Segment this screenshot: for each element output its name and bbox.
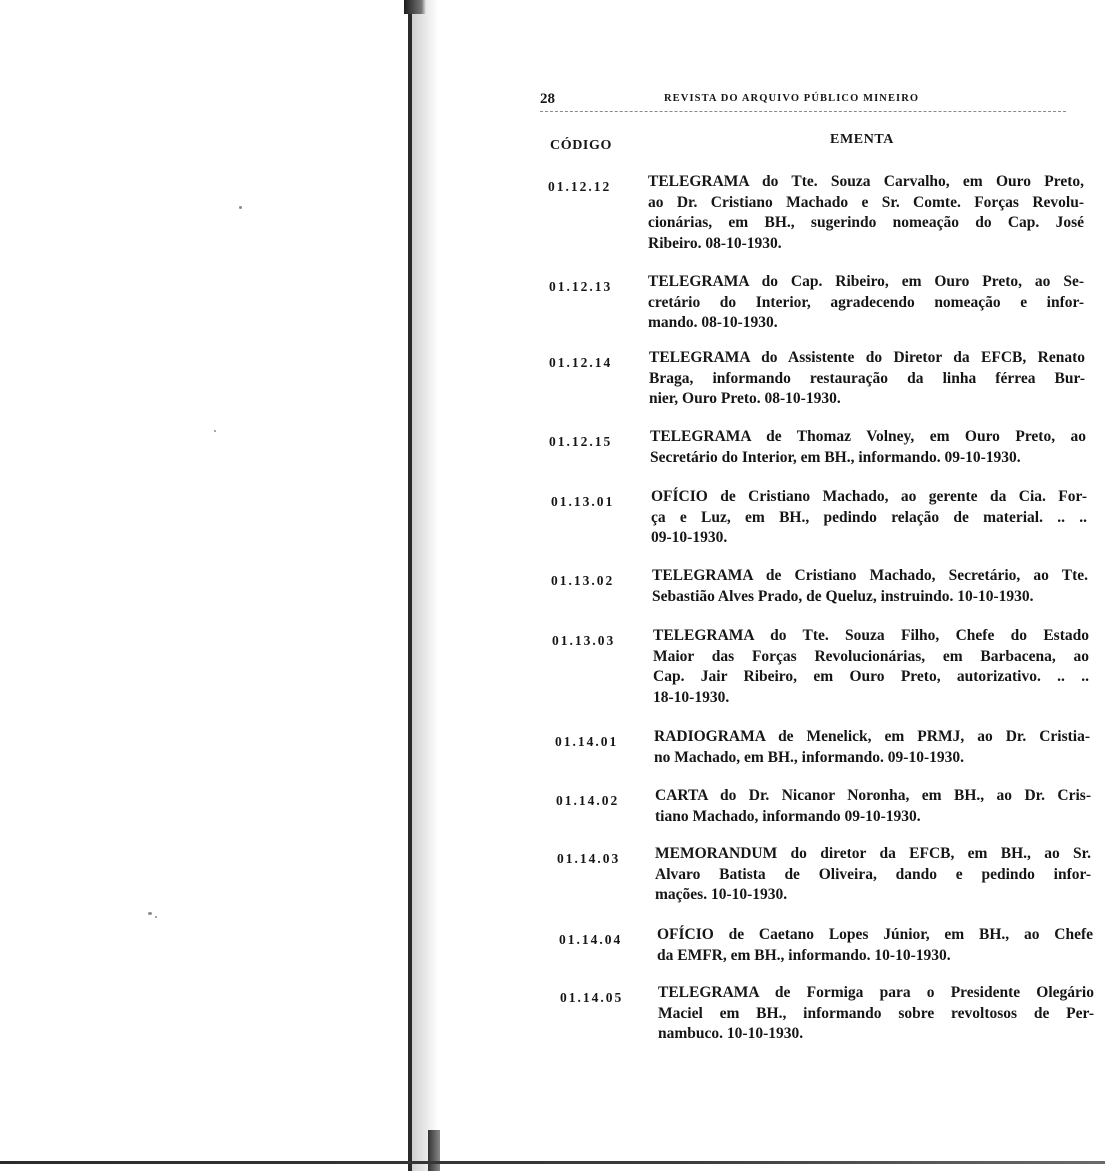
entry-code: 01.12.14	[549, 355, 613, 370]
summary-line: Braga, informando restauração da linha férrea Bur-	[649, 369, 1085, 387]
summary-line: 09-10-1930.	[651, 529, 728, 547]
summary-line: no Machado, em BH., informando. 09-10-1930.	[654, 748, 964, 766]
entry-summary	[648, 172, 1084, 255]
summary-line: Cap. Jair Ribeiro, em Ouro Preto, autorizativo. .. ..	[653, 668, 1089, 686]
summary-line: Maciel em BH., informando sobre revoltosos de Per-	[658, 1004, 1094, 1022]
entry-code: 01.14.04	[559, 932, 623, 947]
entry-code: 01.14.01	[555, 734, 619, 749]
summary-line: RADIOGRAMA de Menelick, em PRMJ, ao Dr. Cristia-	[654, 728, 1090, 745]
entry-summary	[657, 925, 1093, 966]
summary-line: nambuco. 10-10-1930.	[658, 1025, 804, 1043]
entry-code: 01.14.05	[560, 990, 624, 1005]
book-spine-foot	[428, 1130, 440, 1171]
catalog-entry	[0, 172, 1105, 262]
summary-line: Secretário do Interior, em BH., informando. 09-10-1930.	[650, 448, 1021, 466]
entry-summary	[658, 983, 1094, 1045]
summary-line: Alvaro Batista de Oliveira, dando e pedindo infor-	[655, 865, 1091, 883]
summary-line: tiano Machado, informando 09-10-1930.	[655, 807, 921, 825]
summary-line: mando. 08-10-1930.	[648, 314, 778, 332]
entry-summary	[652, 566, 1088, 607]
catalog-entry	[0, 487, 1105, 577]
page-number: 28	[540, 91, 555, 107]
summary-line: nier, Ouro Preto. 08-10-1930.	[649, 390, 841, 408]
entry-code: 01.13.02	[551, 573, 615, 588]
catalog-entry	[0, 983, 1105, 1073]
summary-line: TELEGRAMA de Thomaz Volney, em Ouro Preto, ao	[650, 428, 1086, 445]
summary-line: cretário do Interior, agradecendo nomeação e infor-	[648, 293, 1084, 311]
page-bottom-edge	[0, 1161, 1105, 1164]
summary-line: CARTA do Dr. Nicanor Noronha, em BH., ao Dr. Cris-	[655, 787, 1091, 804]
summary-line: MEMORANDUM do diretor da EFCB, em BH., ao Sr.	[655, 845, 1091, 862]
entry-summary	[651, 487, 1087, 549]
entry-code: 01.12.12	[548, 179, 612, 194]
book-spine-top	[404, 0, 426, 14]
journal-title: REVISTA DO ARQUIVO PÚBLICO MINEIRO	[664, 93, 920, 104]
entry-code: 01.13.01	[551, 494, 615, 509]
entry-summary	[653, 626, 1089, 709]
summary-line: Maior das Forças Revolucionárias, em Barbacena, ao	[653, 647, 1089, 665]
summary-line: ao Dr. Cristiano Machado e Sr. Comte. Forças Revolu-	[648, 193, 1084, 211]
catalog-entry	[0, 626, 1105, 716]
summary-line: cionárias, em BH., sugerindo nomeação do Cap. José	[648, 214, 1084, 232]
summary-line: TELEGRAMA do Assistente do Diretor da EFCB, Renato	[649, 349, 1085, 366]
entry-code: 01.12.15	[549, 434, 613, 449]
catalog-entry	[0, 348, 1105, 438]
summary-line: TELEGRAMA de Cristiano Machado, Secretário, ao Tte.	[652, 567, 1088, 584]
summary-line: OFÍCIO de Caetano Lopes Júnior, em BH., ao Chefe	[657, 926, 1093, 943]
summary-line: da EMFR, em BH., informando. 10-10-1930.	[657, 946, 951, 964]
summary-line: TELEGRAMA do Tte. Souza Carvalho, em Ouro Preto,	[648, 173, 1084, 190]
entry-code: 01.14.02	[556, 793, 620, 808]
entry-summary	[655, 786, 1091, 827]
catalog-entry	[0, 844, 1105, 934]
summary-line: mações. 10-10-1930.	[655, 886, 788, 904]
entry-summary	[648, 272, 1084, 334]
entry-summary	[649, 348, 1085, 410]
summary-line: Sebastião Alves Prado, de Queluz, instruindo. 10-10-1930.	[652, 587, 1034, 605]
entry-code: 01.12.13	[549, 279, 613, 294]
summary-line: 18-10-1930.	[653, 689, 730, 707]
summary-line: TELEGRAMA de Formiga para o Presidente Olegário	[658, 984, 1094, 1001]
column-heading-summary: EMENTA	[830, 132, 895, 147]
entry-summary	[650, 427, 1086, 468]
column-heading-code: CÓDIGO	[550, 138, 612, 153]
summary-line: TELEGRAMA do Cap. Ribeiro, em Ouro Preto, ao Se-	[648, 273, 1084, 290]
entry-code: 01.14.03	[557, 851, 621, 866]
summary-line: TELEGRAMA do Tte. Souza Filho, Chefe do Estado	[653, 627, 1089, 644]
summary-line: OFÍCIO de Cristiano Machado, ao gerente da Cia. For-	[651, 488, 1087, 505]
summary-line: Ribeiro. 08-10-1930.	[648, 235, 782, 253]
summary-line: ça e Luz, em BH., pedindo relação de material. .. ..	[651, 508, 1087, 526]
header-rule	[540, 111, 1066, 112]
entry-code: 01.13.03	[552, 633, 616, 648]
entry-summary	[655, 844, 1091, 906]
entry-summary	[654, 727, 1090, 768]
